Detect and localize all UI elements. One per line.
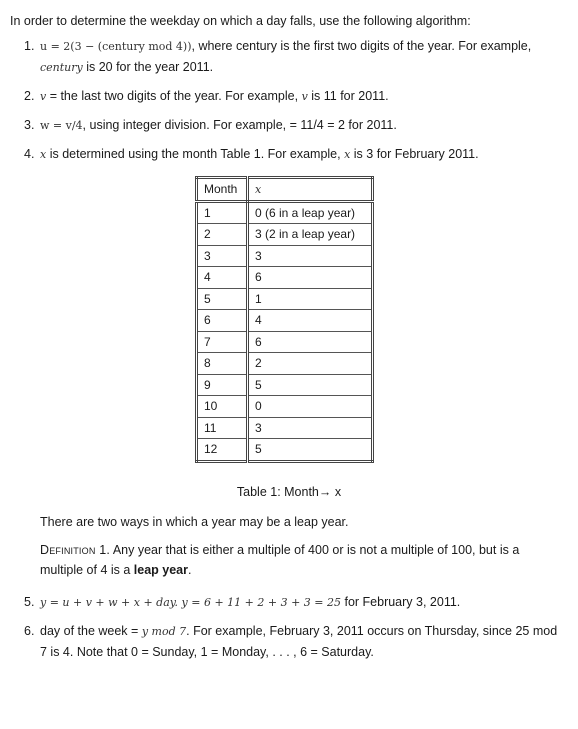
math-expression: y mod 7 (141, 625, 187, 638)
math-expression: x (40, 148, 47, 161)
definition-label: Definition 1. (40, 543, 111, 557)
step-text-part: , where century is the first two digits of the year. For example, (191, 39, 532, 53)
header-x: x (248, 178, 373, 202)
definition-term: leap year (133, 563, 189, 577)
step-text-part: is 3 for February 2011. (350, 147, 479, 161)
month-cell: 5 (197, 288, 248, 310)
x-value-cell: 0 (248, 396, 373, 418)
month-cell: 11 (197, 417, 248, 439)
x-value-cell: 6 (248, 331, 373, 353)
x-value-cell: 3 (2 in a leap year) (248, 224, 373, 246)
table-row (197, 288, 373, 310)
month-cell: 2 (197, 224, 248, 246)
table-row (197, 245, 373, 267)
month-cell: 12 (197, 439, 248, 462)
step-number: 2. (24, 89, 35, 103)
x-value-cell: 3 (248, 417, 373, 439)
step-number: 4. (24, 147, 35, 161)
math-expression: v (40, 90, 47, 103)
step-number: 6. (24, 624, 35, 638)
x-value-cell: 2 (248, 353, 373, 375)
step-text (40, 144, 564, 165)
step-text-part: is 11 for 2011. (307, 89, 389, 103)
math-expression: w = v/4 (40, 119, 83, 132)
definition-text: Any year that is either a multiple of 400 or is not a multiple of 100, but is a multiple of 4 is a (40, 543, 520, 577)
step-number: 1. (24, 39, 35, 53)
definition (40, 540, 565, 580)
algorithm-steps-continued (24, 592, 564, 670)
table-row (197, 439, 373, 462)
month-cell: 1 (197, 201, 248, 224)
x-value-cell: 5 (248, 374, 373, 396)
list-item (24, 115, 564, 136)
table-row (197, 201, 373, 224)
x-value-cell: 6 (248, 267, 373, 289)
step-text-part: is 20 for the year 2011. (82, 60, 214, 74)
step-number: 3. (24, 118, 35, 132)
step-text-part: is determined using the month Table 1. For example, (46, 147, 345, 161)
table-row (197, 353, 373, 375)
step-text (40, 621, 564, 662)
step-text-part: for February 3, 2011. (341, 595, 461, 609)
step-text (40, 86, 564, 107)
table-caption: Table 1: Month→ x (236, 485, 342, 499)
table-row (197, 331, 373, 353)
step-text (40, 36, 564, 78)
step-text-part: day of the week = (40, 624, 142, 638)
month-table-container (195, 176, 374, 463)
month-cell: 3 (197, 245, 248, 267)
algorithm-steps (24, 36, 564, 173)
x-value-cell: 0 (6 in a leap year) (248, 201, 373, 224)
x-value-cell: 1 (248, 288, 373, 310)
step-text-part: , using integer division. For example, = 11/4 = 2 for 2011. (82, 118, 397, 132)
list-item (24, 144, 564, 165)
table-row (197, 310, 373, 332)
math-expression: x (344, 148, 351, 161)
list-item (24, 86, 564, 107)
table-row (197, 374, 373, 396)
leap-intro: There are two ways in which a year may be a leap year. (40, 515, 349, 529)
table-row (197, 224, 373, 246)
math-expression: y = u + v + w + x + day. y = 6 + 11 + 2 + 3 + 3 = 25 (40, 596, 341, 609)
step-text (40, 115, 564, 136)
table-row (197, 396, 373, 418)
math-expression: century (40, 61, 83, 74)
list-item (24, 621, 564, 662)
x-value-cell: 3 (248, 245, 373, 267)
header-month: Month (197, 178, 248, 202)
step-text-part: = the last two digits of the year. For example, (46, 89, 302, 103)
month-cell: 9 (197, 374, 248, 396)
x-value-cell: 5 (248, 439, 373, 462)
month-table (195, 176, 374, 463)
step-number: 5. (24, 595, 35, 609)
step-text (40, 592, 564, 613)
month-cell: 6 (197, 310, 248, 332)
table-row (197, 417, 373, 439)
month-cell: 4 (197, 267, 248, 289)
list-item (24, 592, 564, 613)
step-text-part: . For example, February 3, 2011 occurs on Thursday, since 25 mod 7 is 4. Note that 0 = Sunday, 1 = Monday, . . . , 6 = Saturday. (40, 624, 558, 659)
list-item (24, 36, 564, 78)
month-cell: 7 (197, 331, 248, 353)
intro-text: In order to determine the weekday on which a day falls, use the following algorithm: (10, 14, 471, 28)
month-cell: 8 (197, 353, 248, 375)
month-cell: 10 (197, 396, 248, 418)
table-header-row (197, 178, 373, 202)
table-row (197, 267, 373, 289)
x-value-cell: 4 (248, 310, 373, 332)
definition-end: . (188, 563, 192, 577)
math-expression: u = 2(3 − (century mod 4)) (40, 40, 192, 53)
math-expression: v (301, 90, 308, 103)
